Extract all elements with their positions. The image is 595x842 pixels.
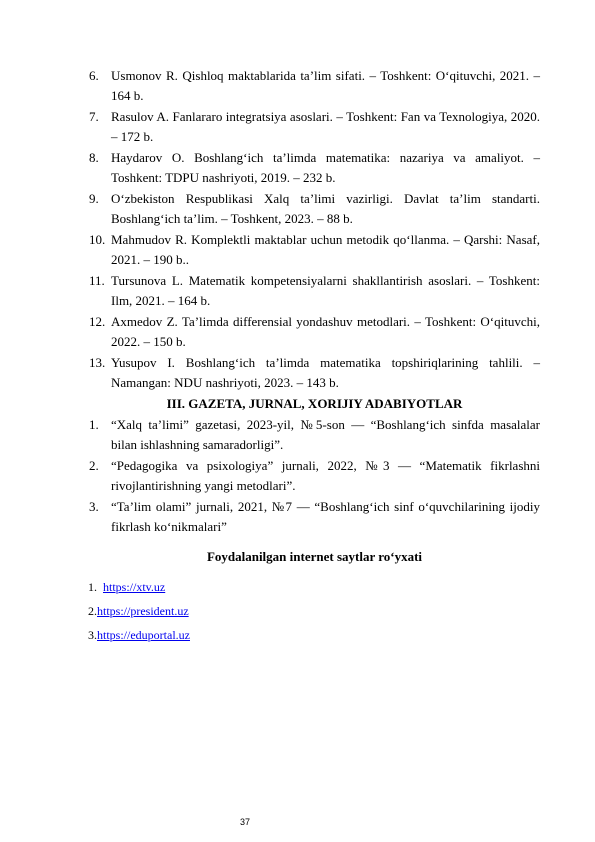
periodical-item-1 bbox=[89, 415, 540, 455]
reference-text: Haydarov O. Boshlang‘ich ta’limda matematika: nazariya va amaliyot. – Toshkent: TDPU nashriyoti, 2019. – 232 b. bbox=[111, 150, 540, 185]
website-link-president[interactable]: https://president.uz bbox=[97, 604, 189, 618]
reference-text: Mahmudov R. Komplektli maktablar uchun metodik qo‘llanma. – Qarshi: Nasaf, 2021. – 190 b.. bbox=[111, 232, 540, 267]
reference-number: 2. bbox=[89, 458, 99, 473]
website-number: 2. bbox=[88, 604, 97, 618]
reference-item-13 bbox=[89, 353, 540, 393]
reference-number: 7. bbox=[89, 109, 99, 124]
reference-number: 1. bbox=[89, 417, 99, 432]
periodical-item-2 bbox=[89, 456, 540, 496]
reference-item-7 bbox=[89, 107, 540, 147]
reference-text: Rasulov A. Fanlararo integratsiya asoslari. – Toshkent: Fan va Texnologiya, 2020. – 172 b. bbox=[111, 109, 540, 144]
reference-item-12 bbox=[89, 312, 540, 352]
reference-number: 9. bbox=[89, 191, 99, 206]
reference-number: 3. bbox=[89, 499, 99, 514]
reference-text: “Pedagogika va psixologiya” jurnali, 2022, №3 — “Matematik fikrlashni rivojlantirishning yangi metodlari”. bbox=[111, 458, 540, 493]
reference-number: 12. bbox=[89, 314, 106, 329]
page-number: 37 bbox=[239, 817, 250, 827]
reference-text: “Ta’lim olami” jurnali, 2021, №7 — “Boshlang‘ich sinf o‘quvchilarining ijodiy fikrlash ko‘nikmalari” bbox=[111, 499, 540, 534]
website-link-xtv[interactable]: https://xtv.uz bbox=[103, 580, 166, 594]
website-number: 1. bbox=[88, 580, 97, 594]
website-link-eduportal[interactable]: https://eduportal.uz bbox=[97, 628, 190, 642]
reference-text: Yusupov I. Boshlang‘ich ta’limda matematika topshiriqlarining tahlili. – Namangan: NDU nashriyoti, 2023. – 143 b. bbox=[111, 355, 540, 390]
website-item bbox=[88, 577, 539, 597]
reference-list bbox=[89, 66, 540, 649]
reference-number: 10. bbox=[89, 232, 106, 247]
reference-text: O‘zbekiston Respublikasi Xalq ta’limi vazirligi. Davlat ta’lim standarti. Boshlang‘ich ta’lim. – Toshkent, 2023. – 88 b. bbox=[111, 191, 540, 226]
websites-heading: Foydalanilgan internet saytlar ro‘yxati bbox=[206, 549, 423, 564]
reference-text: Axmedov Z. Ta’limda differensial yondashuv metodlari. – Toshkent: O‘qituvchi, 2022. – 150 b. bbox=[111, 314, 540, 349]
reference-item-8 bbox=[89, 148, 540, 188]
website-item bbox=[88, 625, 539, 645]
reference-number: 8. bbox=[89, 150, 99, 165]
reference-item-9 bbox=[89, 189, 540, 229]
website-item bbox=[88, 601, 539, 621]
reference-text: Tursunova L. Matematik kompetensiyalarni shakllantirish asoslari. – Toshkent: Ilm, 2021. – 164 b. bbox=[111, 273, 540, 308]
periodical-item-3 bbox=[89, 497, 540, 537]
reference-number: 11. bbox=[89, 273, 105, 288]
section-heading: III. GAZETA, JURNAL, XORIJIY ADABIYOTLAR bbox=[166, 396, 463, 411]
reference-item-6 bbox=[89, 66, 540, 106]
reference-text: “Xalq ta’limi” gazetasi, 2023-yil, №5-son — “Boshlang‘ich sinfda masalalar bilan ishlashning samaradorligi”. bbox=[111, 417, 540, 452]
reference-text: Usmonov R. Qishloq maktablarida ta’lim sifati. – Toshkent: O‘qituvchi, 2021. – 164 b. bbox=[111, 68, 540, 103]
reference-number: 6. bbox=[89, 68, 99, 83]
reference-number: 13. bbox=[89, 355, 106, 370]
website-list bbox=[88, 577, 539, 645]
reference-item-10 bbox=[89, 230, 540, 270]
website-number: 3. bbox=[88, 628, 97, 642]
reference-item-11 bbox=[89, 271, 540, 311]
